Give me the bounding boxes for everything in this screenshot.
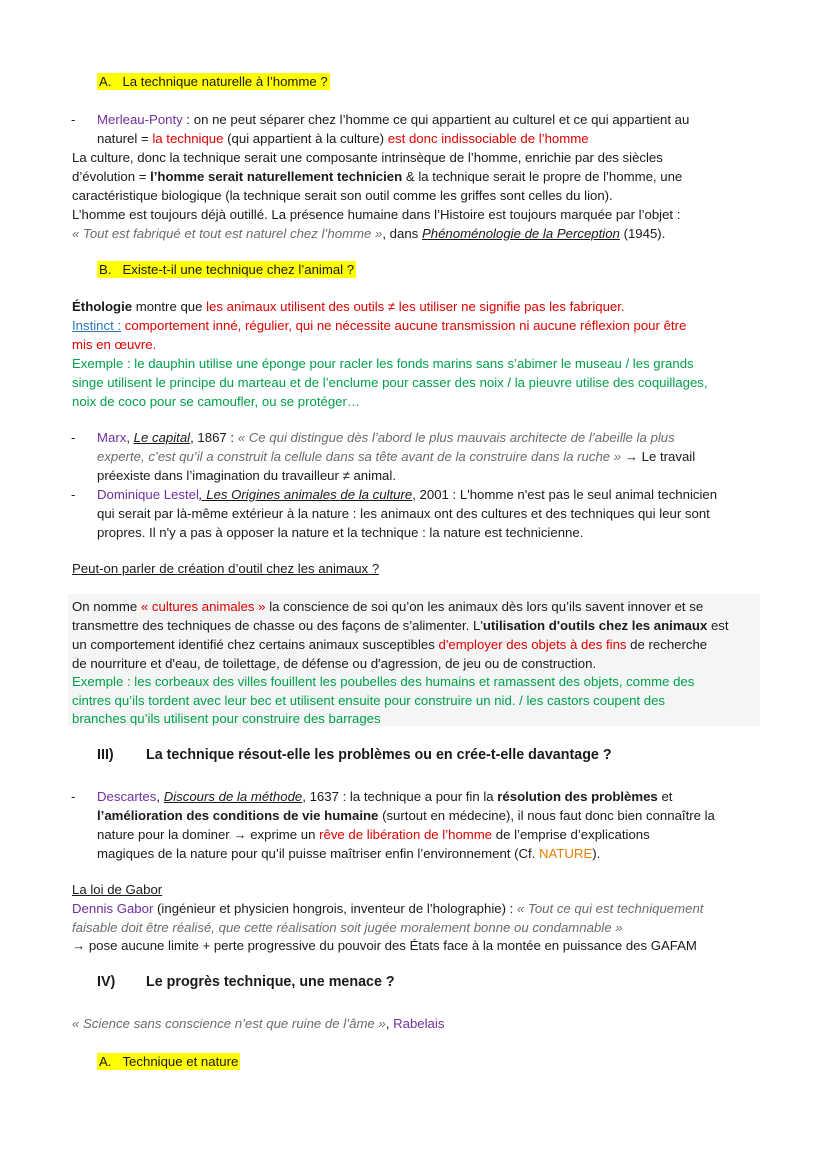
book-title: Discours de la méthode [163,789,303,804]
subheading-question: Peut-on parler de création d’outil chez les animaux ? [72,561,380,576]
merleau-line-1: Merleau-Ponty : on ne peut séparer chez l’homme ce qui appartient au culturel et ce qui appartient au [97,112,690,127]
heading-title: La technique résout-elle les problèmes ou en crée-t-elle davantage ? [146,747,612,763]
gabor-line-1: Dennis Gabor (ingénieur et physicien hongrois, inventeur de l’holographie) : « Tout ce qui est techniquement [72,901,704,916]
lestel-line-3: propres. Il n'y a pas à opposer la nature et la technique : la nature est technicienne. [97,525,584,540]
cultures-line-4: de nourriture et d'eau, de toilettage, de défense ou d'agression, de jeu ou de construction. [72,656,597,671]
cultures-example-1: Exemple : les corbeaux des villes fouillent les poubelles des humains et ramassent des objets, comme des [72,674,695,689]
heading-title: Existe-t-il une technique chez l’animal ? [122,262,355,277]
merleau-line-2: naturel = la technique (qui appartient à la culture) est donc indissociable de l’homme [97,131,589,146]
instinct-term: Instinct : [72,318,122,333]
heading-number: IV) [97,974,116,990]
cultures-example-3: branches qu’ils utilisent pour construire des barrages [72,711,381,726]
gabor-line-2: faisable doit être réalisé, que cette réalisation soit jugée moralement bonne ou condamnable » [72,920,623,935]
heading-section-4 [97,972,395,992]
heading-number: III) [97,747,114,763]
cultures-example-2: cintres qu’ils tordent avec leur bec et utilisent ensuite pour construire un nid. / les castors coupent des [72,693,666,708]
rabelais-line: « Science sans conscience n’est que ruine de l’âme », Rabelais [72,1016,445,1031]
culture-line-3: caractéristique biologique (la technique serait son outil comme les griffes sont celles du lion). [72,188,613,203]
cultures-line-2: transmettre des techniques de chasse ou des façons de s’alimenter. L'utilisation d'outils chez les animaux est [72,618,729,633]
heading-section-3 [97,745,612,765]
lestel-line-2: qui serait par là-même extérieur à la nature : les animaux ont des cultures et des techniques qui leur sont [97,506,710,521]
bullet-dash: - [71,430,76,445]
author-marx: Marx [97,430,127,445]
gabor-line-3: → pose aucune limite + perte progressive du pouvoir des États face à la montée en puissance des GAFAM [72,938,697,953]
book-title: Le capital [133,430,191,445]
author-descartes: Descartes [97,789,157,804]
heading-title: La technique naturelle à l’homme ? [122,74,328,89]
instinct-line-1: Instinct : comportement inné, régulier, qui ne nécessite aucune transmission ni aucune réflexion pour être [72,318,687,333]
heading-title: Technique et nature [122,1054,239,1069]
instinct-line-2: mis en œuvre. [72,337,157,352]
author-gabor: Dennis Gabor [72,901,154,916]
cultures-line-3: un comportement identifié chez certains animaux susceptibles d'employer des objets à des fins de recherche [72,637,708,652]
author-merleau-ponty: Merleau-Ponty [97,112,183,127]
bullet-dash: - [71,789,76,804]
culture-line-4: L’homme est toujours déjà outillé. La présence humaine dans l’Histoire est toujours marquée par l’objet : [72,207,681,222]
cross-reference: NATURE [539,846,593,861]
heading-b-technique-animal [97,260,356,279]
heading-number: A. [99,74,112,89]
descartes-line-2: l’amélioration des conditions de vie humaine (surtout en médecine), il nous faut donc bien connaître la [97,808,715,823]
marx-line-3: préexiste dans l’imagination du travailleur ≠ animal. [97,468,396,483]
bullet-dash: - [71,487,76,502]
marx-line-2: experte, c’est qu’il a construit la cellule dans sa tête avant de la construire dans la ruche » → Le travail [97,449,696,464]
example-line-2: singe utilisent le principe du marteau et de l’enclume pour casser des noix / la pieuvre utilise des coquillages, [72,375,708,390]
descartes-line-1: Descartes, Discours de la méthode, 1637 : la technique a pour fin la résolution des problèmes et [97,789,673,804]
heading-a-technique-nature [97,1052,240,1071]
quote: « Science sans conscience n’est que ruine de l’âme » [72,1016,386,1031]
quote: « Tout est fabriqué et tout est naturel chez l’homme » [72,226,383,241]
book-title: Phénoménologie de la Perception [421,226,620,241]
culture-line-1: La culture, donc la technique serait une composante intrinsèque de l’homme, enrichie par des siècles [72,150,663,165]
marx-line-1: Marx, Le capital, 1867 : « Ce qui distingue dès l’abord le plus mauvais architecte de l’abeille la plus [97,430,675,445]
subheading-gabor: La loi de Gabor [72,882,163,897]
example-line-1: Exemple : le dauphin utilise une éponge pour racler les fonds marins sans s’abimer le museau / les grands [72,356,694,371]
author-rabelais: Rabelais [393,1016,445,1031]
example-line-3: noix de coco pour se camoufler, ou se protéger… [72,394,361,409]
ethologie-line: Éthologie montre que les animaux utilisent des outils ≠ les utiliser ne signifie pas les fabriquer. [72,299,625,314]
heading-number: B. [99,262,112,277]
heading-title: Le progrès technique, une menace ? [146,974,395,990]
heading-a-technique-naturelle [97,72,330,91]
lestel-line-1: Dominique Lestel, Les Origines animales de la culture, 2001 : L'homme n'est pas le seul animal technicien [97,487,718,502]
descartes-line-3: nature pour la dominer → exprime un rêve de libération de l’homme de l’emprise d’explications [97,827,650,842]
bullet-dash: - [71,112,76,127]
culture-line-2: d’évolution = l’homme serait naturellement technicien & la technique serait le propre de l’homme, une [72,169,683,184]
cultures-line-1: On nomme « cultures animales » la conscience de soi qu’on les animaux dès lors qu’ils savent innover et se [72,599,704,614]
descartes-line-4: magiques de la nature pour qu’il puisse maîtriser enfin l’environnement (Cf. NATURE). [97,846,601,861]
author-lestel: Dominique Lestel [97,487,199,502]
heading-number: A. [99,1054,112,1069]
culture-line-5: « Tout est fabriqué et tout est naturel chez l’homme », dans Phénoménologie de la Perception (1945). [72,226,666,241]
book-title: , Les Origines animales de la culture [198,487,413,502]
